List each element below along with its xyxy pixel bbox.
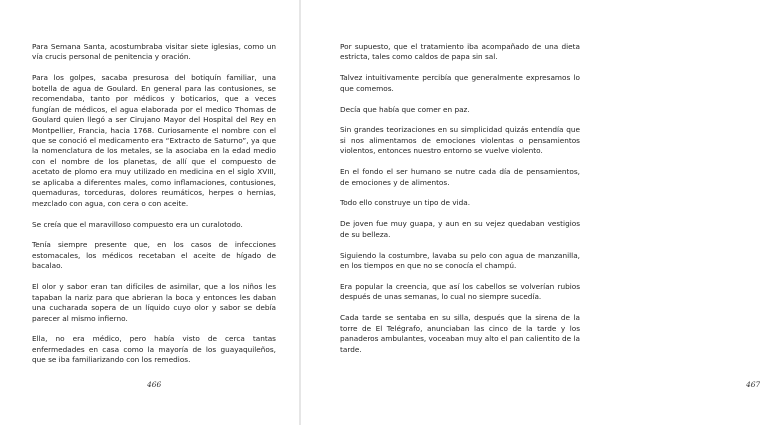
paragraph: Cada tarde se sentaba en su silla, después que la sirena de la torre de El Telégrafo, anunciaban las cinco de la tarde y los panaderos ambulantes, voceaban muy alto el pan calientito de la tarde. [340,313,580,354]
paragraph: Era popular la creencia, que así los cabellos se volverían rubios después de unas semanas, lo cual no siempre sucedía. [340,281,580,302]
paragraph: Se creía que el maravilloso compuesto era un curalotodo. [32,219,243,229]
paragraph: Talvez intuitivamente percibía que generalmente expresamos lo que comemos. [340,73,580,93]
paragraph: En el fondo el ser humano se nutre cada día de pensamientos, de emociones y de alimentos. [340,167,580,187]
paragraph: Decía que había que comer en paz. [340,104,470,114]
page-number-right: 467 [746,380,760,389]
paragraph: Para los golpes, sacaba presurosa del botiquín familiar, una botella de agua de Goulard. En general para las contusiones, se recomendaba, tanto por médicos y boticarios, que a veces fungían de médicos, el agua elaborada por el medico Thomas de Goulard quien llegó a ser Cirujano Mayor del Hospital del Rey en Montpellier, Francia, hacia 1768. Curiosamente el nombre con el que se conoció el medicamento era “Extracto de Saturno”, ya que la nomenclatura de los metales, se la asociaba en la edad medio con el nombre de los planetas, de allí que el compuesto de acetato de plomo era muy utilizado en medicina en el siglo XVIII, se aplicaba a diferentes males, como inflamaciones, contusiones, quemaduras, torceduras, dolores reumáticos, herpes o hernias, mezclado con agua, con cera o con aceite. [32,73,276,208]
paragraph: Tenía siempre presente que, en los casos de infecciones estomacales, los médicos recetaban el aceite de hígado de bacalao. [32,240,276,271]
paragraph: Sin grandes teorizaciones en su simplicidad quizás entendía que si nos alimentamos de emociones violentas o pensamientos violentos, entonces nuestro entorno se vuelve violento. [340,125,580,156]
paragraph: Para Semana Santa, acostumbraba visitar siete iglesias, como un vía crucis personal de penitencia y oración. [32,42,276,62]
paragraph: Siguiendo la costumbre, lavaba su pelo con agua de manzanilla, en los tiempos en que no se conocía el champú. [340,250,580,271]
paragraph: Todo ello construye un tipo de vida. [340,198,471,208]
paragraph: Por supuesto, que el tratamiento iba acompañado de una dieta estricta, tales como caldos de papa sin sal. [340,42,580,62]
paragraph: Ella, no era médico, pero había visto de cerca tantas enfermedades en casa como la mayoría de los guayaquileños, que se iba familiarizando con los remedios. [32,334,276,365]
paragraph: De joven fue muy guapa, y aun en su vejez quedaban vestigios de su belleza. [340,219,580,239]
left-page [0,0,300,425]
left-page-text [32,42,276,376]
paragraph: El olor y sabor eran tan difíciles de asimilar, que a los niños les tapaban la nariz para que abrieran la boca y entonces les daban una cucharada sopera de un líquido cuyo olor y sabor se debía parecer al mismo infierno. [32,282,276,323]
page-number-left: 466 [147,380,162,389]
right-page-text [340,42,580,365]
